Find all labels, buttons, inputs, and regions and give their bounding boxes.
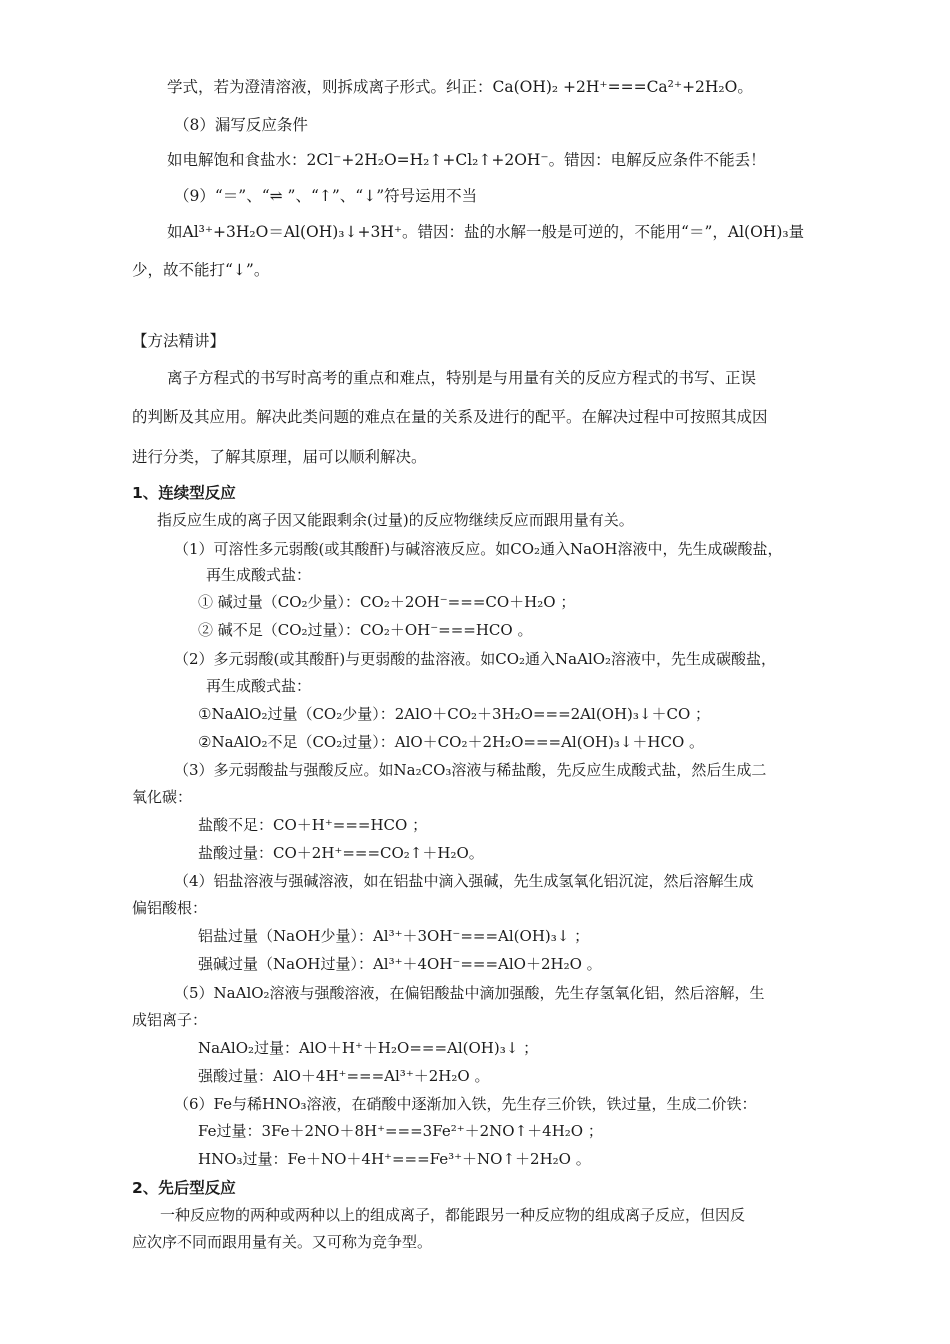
paragraph-line: 一种反应物的两种或两种以上的组成离子，都能跟另一种反应物的组成离子反应，但因反 [160, 1206, 746, 1224]
item-1: （1）可溶性多元弱酸(或其酸酐)与碱溶液反应。如CO₂通入NaOH溶液中，先生成碳酸盐， [174, 540, 783, 558]
equation-line: ①NaAlO₂过量（CO₂少量）：2AlO＋CO₂＋3H₂O===2Al(OH)₃↓＋CO ； [198, 705, 711, 723]
text-line: 如电解饱和食盐水：2Cl⁻+2H₂O=H₂↑+Cl₂↑+2OH⁻。错因：电解反应条件不能丢！ [167, 151, 766, 169]
equation-line: ① 碱过量（CO₂少量）：CO₂＋2OH⁻===CO＋H₂O ； [198, 593, 576, 611]
text-line: 如Al³⁺+3H₂O＝Al(OH)₃↓+3H⁺。错因：盐的水解一般是可逆的，不能用“＝”，Al(OH)₃量 [167, 223, 805, 241]
text-line: 指反应生成的离子因又能跟剩余(过量)的反应物继续反应而跟用量有关。 [157, 511, 634, 529]
paragraph-line: 应次序不同而跟用量有关。又可称为竞争型。 [132, 1233, 433, 1251]
item-3: （3）多元弱酸盐与强酸反应。如Na₂CO₃溶液与稀盐酸，先反应生成酸式盐，然后生成二 [174, 761, 767, 779]
equation-line: ②NaAlO₂不足（CO₂过量）：AlO＋CO₂＋2H₂O===Al(OH)₃↓＋HCO 。 [198, 733, 705, 751]
section-heading-9: （9）“＝”、“⇌ ”、“↑”、“↓”符号运用不当 [174, 187, 478, 205]
equation-line: Fe过量：3Fe＋2NO＋8H⁺===3Fe²⁺＋2NO↑＋4H₂O ； [198, 1122, 603, 1140]
item-5: （5）NaAlO₂溶液与强酸溶液，在偏铝酸盐中滴加强酸，先生存氢氧化铝，然后溶解，生 [174, 984, 765, 1002]
paragraph-line: 的判断及其应用。解决此类问题的难点在量的关系及进行的配平。在解决过程中可按照其成因 [132, 408, 768, 426]
item-6: （6）Fe与稀HNO₃溶液，在硝酸中逐渐加入铁，先生存三价铁，铁过量，生成二价铁： [174, 1095, 757, 1113]
text-line: 学式，若为澄清溶液，则拆成离子形式。纠正：Ca(OH)₂ +2H⁺===Ca²⁺+2H₂O。 [167, 78, 753, 96]
equation-line: 强酸过量：AlO＋4H⁺===Al³⁺＋2H₂O 。 [198, 1067, 490, 1085]
method-heading: 【方法精讲】 [132, 332, 226, 350]
item-2: （2）多元弱酸(或其酸酐)与更弱酸的盐溶液。如CO₂通入NaAlO₂溶液中，先生成碳酸盐， [174, 650, 777, 668]
equation-line: 强碱过量（NaOH过量）：Al³⁺＋4OH⁻===AlO＋2H₂O 。 [198, 955, 602, 973]
equation-line: ② 碱不足（CO₂过量）：CO₂＋OH⁻===HCO 。 [198, 621, 533, 639]
equation-line: 盐酸不足：CO＋H⁺===HCO ； [198, 816, 428, 834]
section-heading-8: （8）漏写反应条件 [174, 116, 308, 134]
equation-line: 铝盐过量（NaOH少量）：Al³⁺＋3OH⁻===Al(OH)₃↓ ； [198, 927, 590, 945]
text-line: 偏铝酸根： [132, 899, 208, 917]
text-line: 再生成酸式盐： [206, 566, 312, 584]
item-4: （4）铝盐溶液与强碱溶液，如在铝盐中滴入强碱，先生成氢氧化铝沉淀，然后溶解生成 [174, 872, 754, 890]
paragraph-line: 进行分类，了解其原理，届可以顺利解决。 [132, 448, 427, 466]
equation-line: 盐酸过量：CO＋2H⁺===CO₂↑＋H₂O。 [198, 844, 484, 862]
text-line: 成铝离子： [132, 1011, 208, 1029]
section-title-sequential: 2、先后型反应 [132, 1179, 236, 1197]
text-line: 氧化碳： [132, 788, 193, 806]
text-line: 少，故不能打“↓”。 [132, 261, 270, 279]
paragraph-line: 离子方程式的书写时高考的重点和难点，特别是与用量有关的反应方程式的书写、正误 [167, 369, 757, 387]
section-title-continuous: 1、连续型反应 [132, 484, 236, 502]
equation-line: HNO₃过量：Fe＋NO＋4H⁺===Fe³⁺＋NO↑＋2H₂O 。 [198, 1150, 591, 1168]
equation-line: NaAlO₂过量：AlO＋H⁺＋H₂O===Al(OH)₃↓ ； [198, 1039, 539, 1057]
text-line: 再生成酸式盐： [206, 677, 312, 695]
